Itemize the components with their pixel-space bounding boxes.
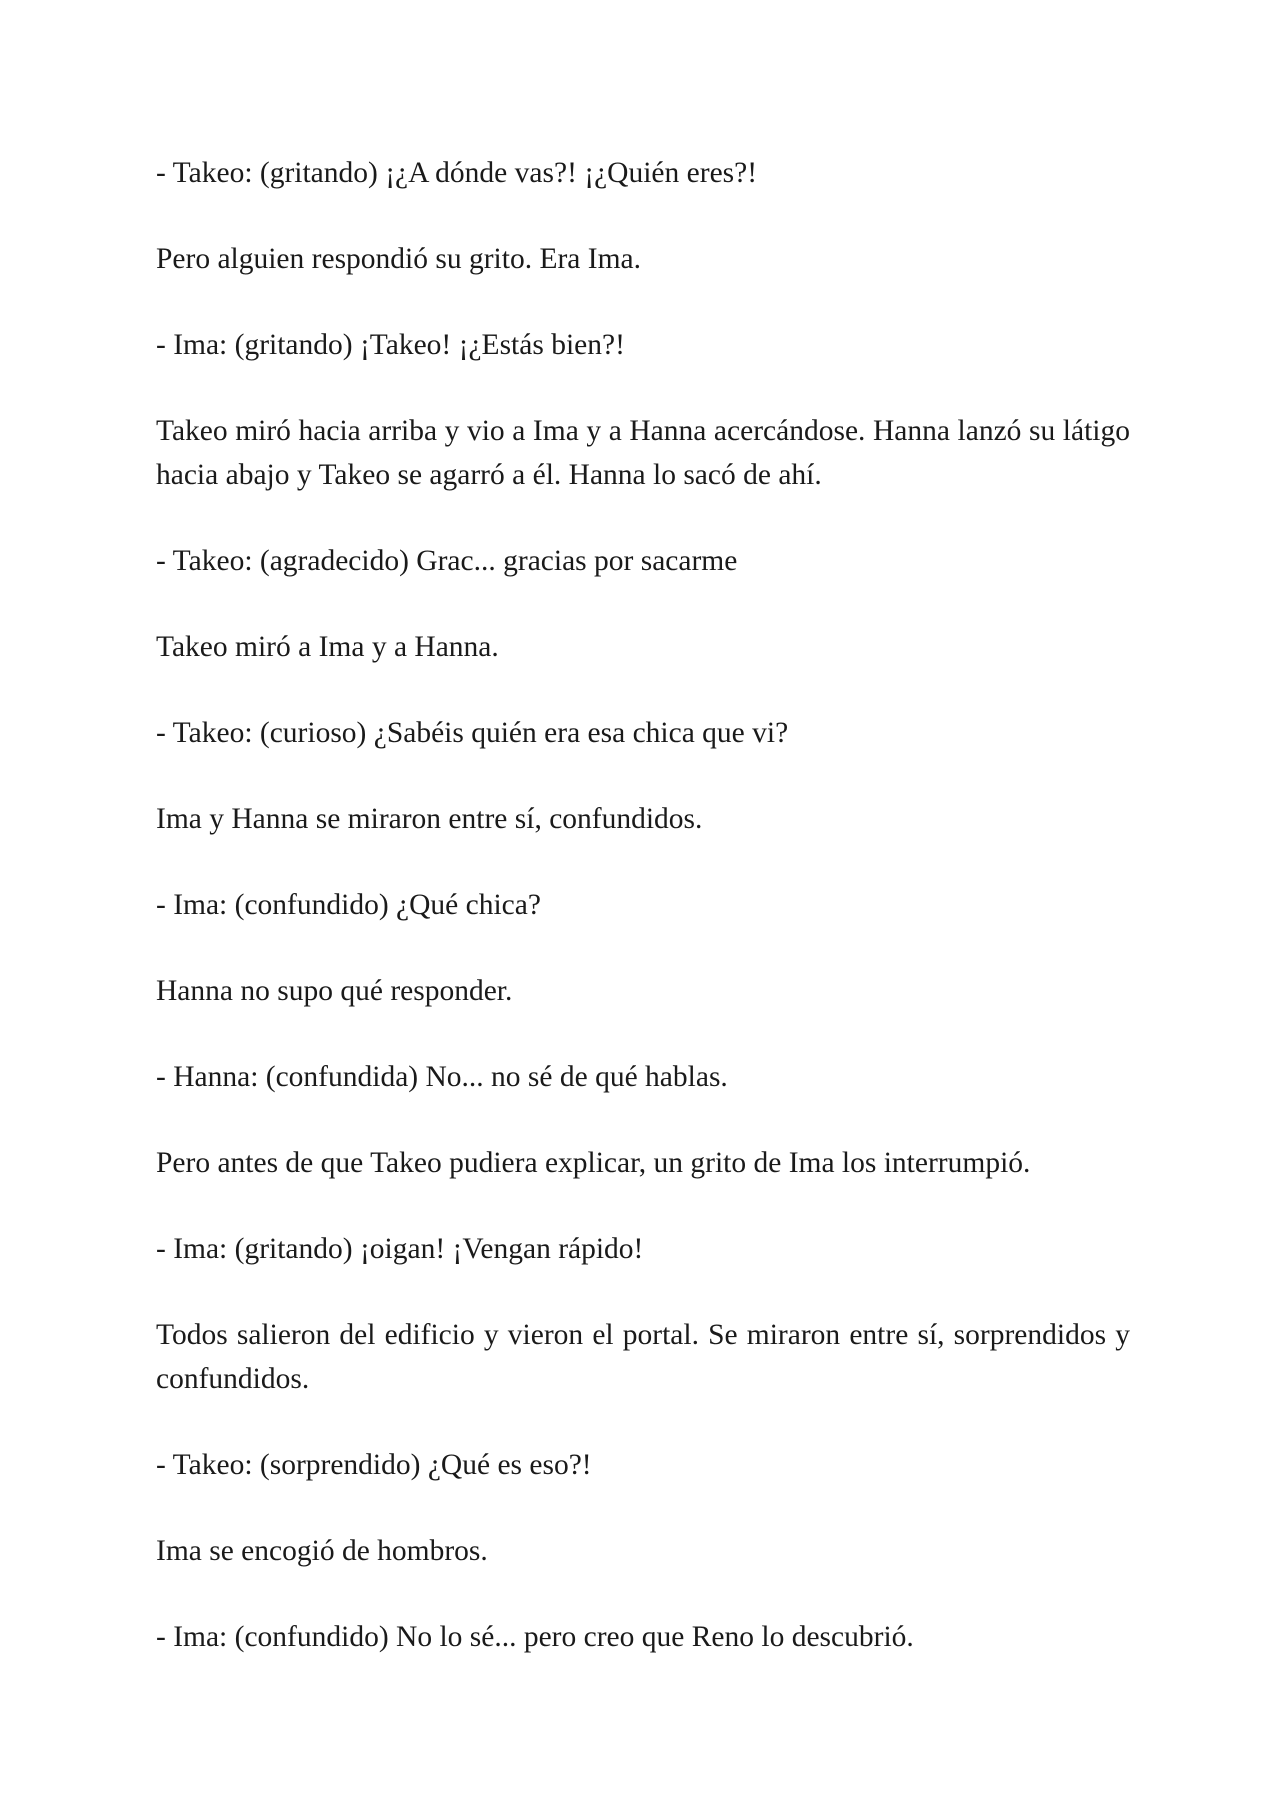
narration-paragraph: Takeo miró a Ima y a Hanna. [156, 631, 499, 663]
dialogue-line: - Hanna: (confundida) No... no sé de qué hablas. [156, 1061, 728, 1093]
dialogue-line: - Ima: (confundido) No lo sé... pero creo que Reno lo descubrió. [156, 1621, 914, 1653]
dialogue-line: - Ima: (gritando) ¡oigan! ¡Vengan rápido! [156, 1233, 644, 1265]
dialogue-line: - Ima: (gritando) ¡Takeo! ¡¿Estás bien?! [156, 329, 625, 361]
narration-paragraph: Hanna no supo qué responder. [156, 975, 513, 1007]
narration-paragraph: Pero alguien respondió su grito. Era Ima. [156, 243, 641, 275]
document-body [156, 151, 1130, 1701]
narration-paragraph: Ima se encogió de hombros. [156, 1535, 488, 1567]
narration-paragraph: Pero antes de que Takeo pudiera explicar, un grito de Ima los interrumpió. [156, 1147, 1031, 1179]
dialogue-line: - Takeo: (sorprendido) ¿Qué es eso?! [156, 1449, 592, 1481]
narration-paragraph: Takeo miró hacia arriba y vio a Ima y a Hanna acercándose. Hanna lanzó su látigo hacia abajo y Takeo se agarró a él. Hanna lo sacó de ahí. [156, 415, 1130, 491]
narration-paragraph: Todos salieron del edificio y vieron el portal. Se miraron entre sí, sorprendidos y confundidos. [156, 1319, 1130, 1395]
dialogue-line: - Ima: (confundido) ¿Qué chica? [156, 889, 541, 921]
dialogue-line: - Takeo: (curioso) ¿Sabéis quién era esa chica que vi? [156, 717, 789, 749]
dialogue-line: - Takeo: (agradecido) Grac... gracias por sacarme [156, 545, 738, 577]
narration-paragraph: Ima y Hanna se miraron entre sí, confundidos. [156, 803, 703, 835]
dialogue-line: - Takeo: (gritando) ¡¿A dónde vas?! ¡¿Quién eres?! [156, 157, 758, 189]
